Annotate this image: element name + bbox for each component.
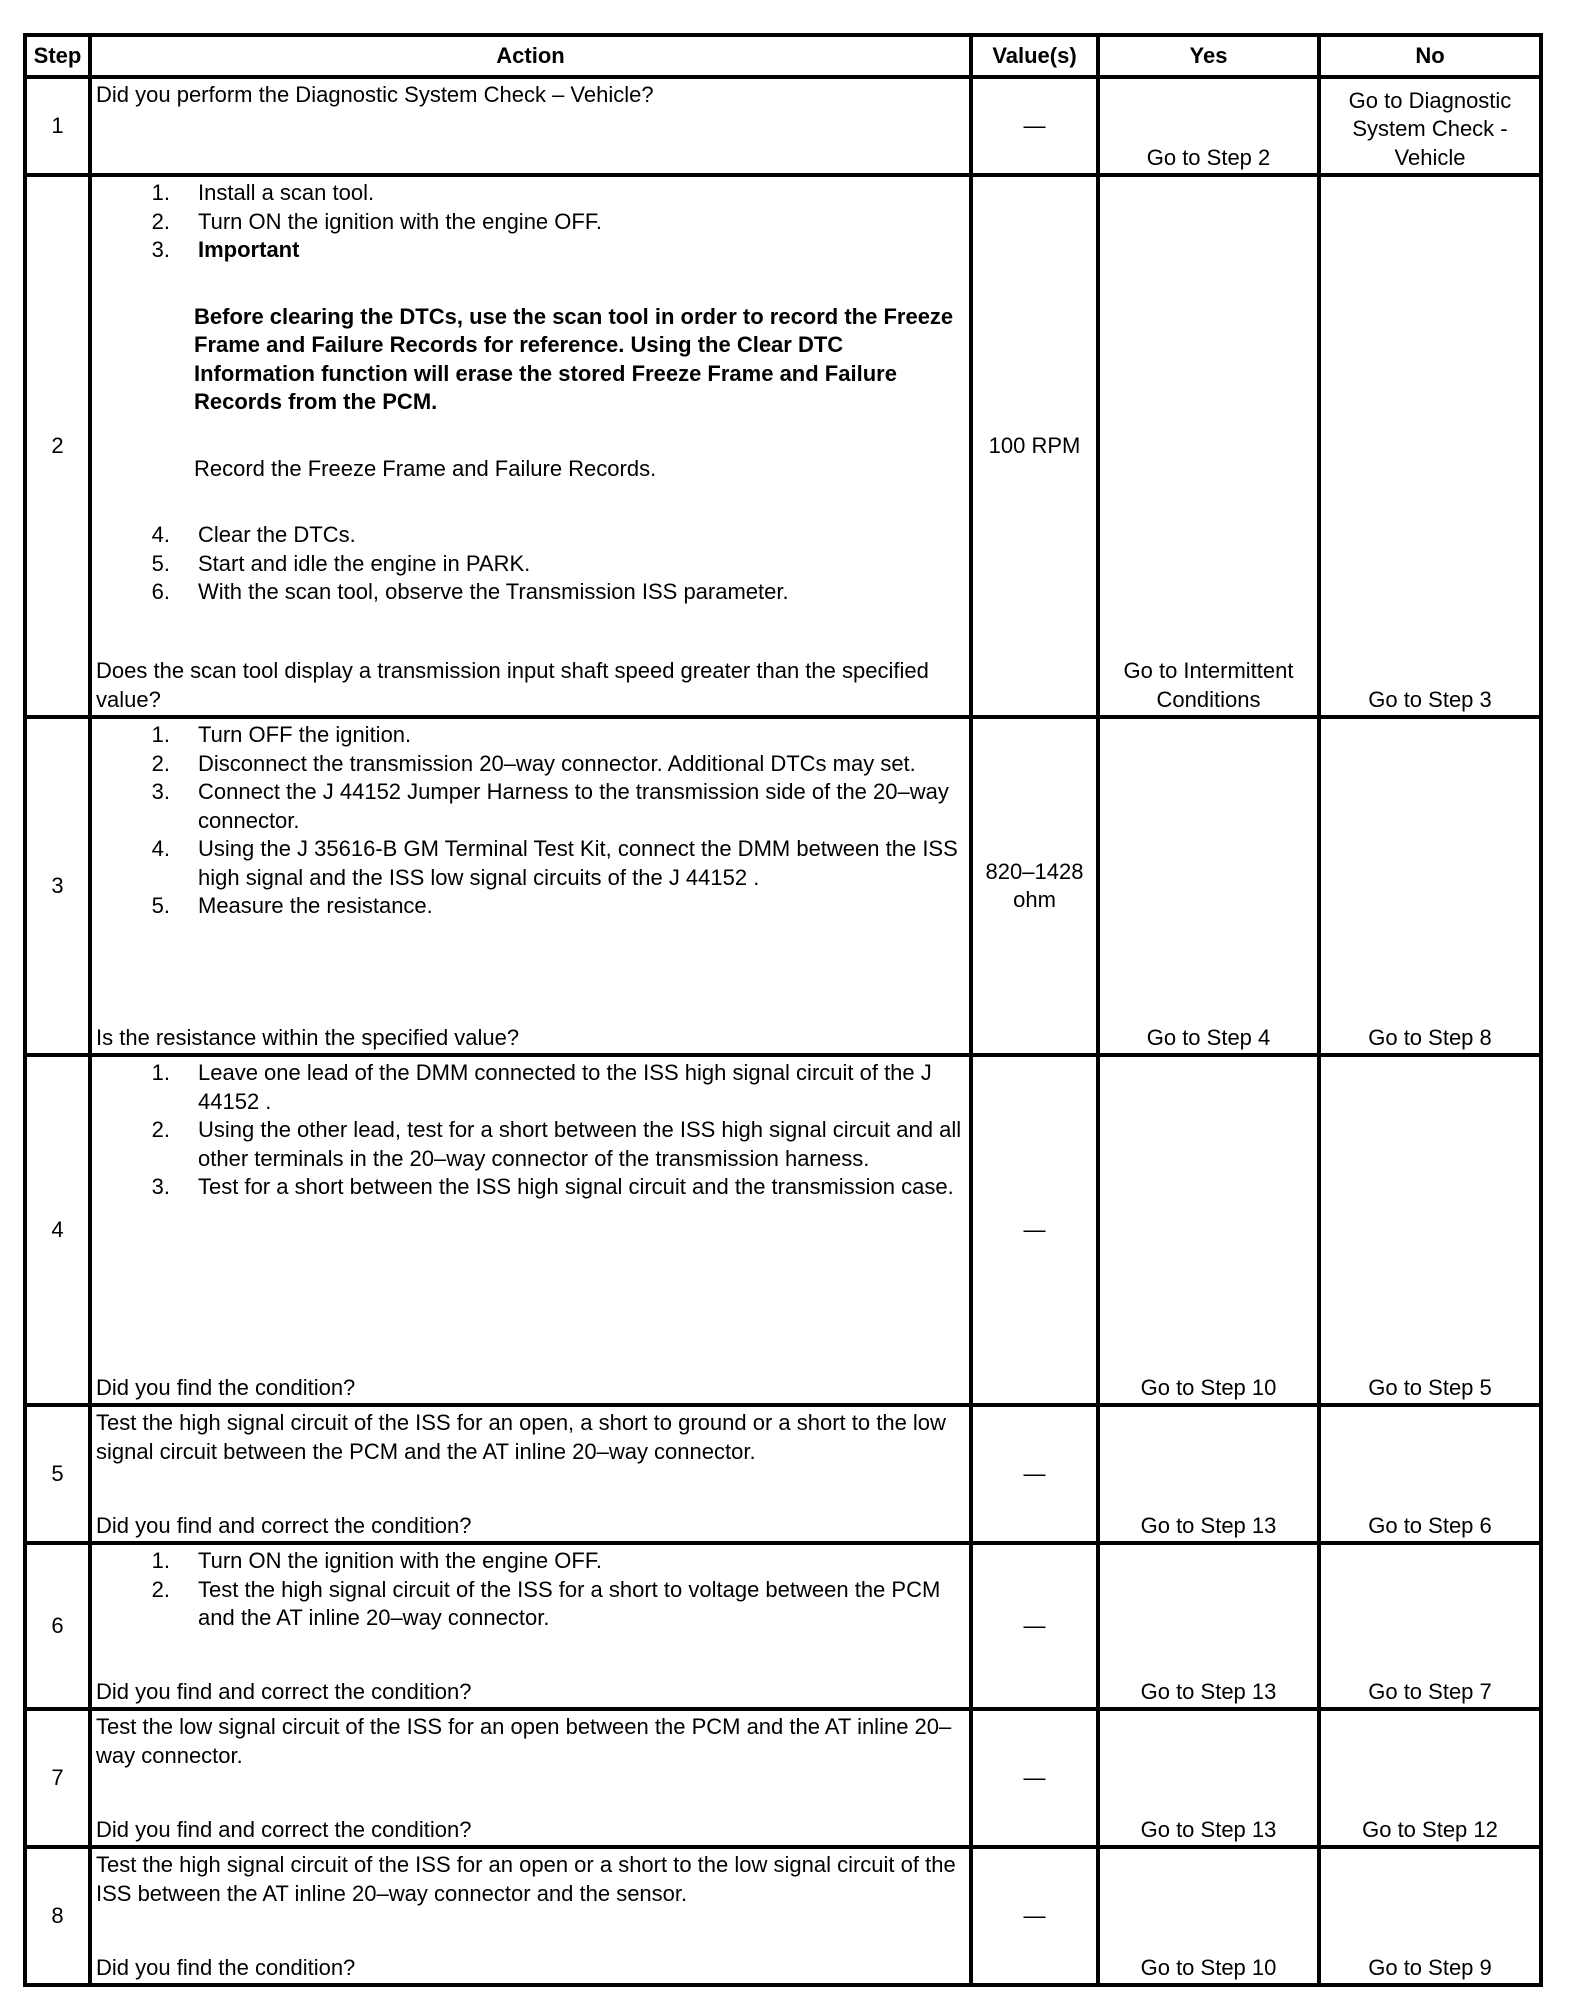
header-action: Action	[90, 35, 971, 77]
value-cell: 820–1428 ohm	[971, 717, 1098, 1055]
header-step: Step	[25, 35, 90, 77]
no-cell: Go to Step 6	[1319, 1405, 1541, 1543]
table-row	[25, 1709, 1541, 1847]
list-item: 5. Start and idle the engine in PARK.	[151, 550, 531, 576]
value-cell: 100 RPM	[971, 175, 1098, 717]
list-item: 1. Leave one lead of the DMM connected to the ISS high signal circuit of the J 44152 .	[151, 1060, 932, 1114]
table-row	[25, 1543, 1541, 1709]
yes-cell: Go to Step 4	[1098, 717, 1319, 1055]
question-text: Did you find and correct the condition?	[96, 1678, 472, 1704]
value-cell: —	[971, 77, 1098, 175]
value-cell: —	[971, 1847, 1098, 1985]
yes-cell: Go to Step 13	[1098, 1405, 1319, 1543]
procedure-list	[96, 521, 965, 607]
list-item: 2. Using the other lead, test for a short between the ISS high signal circuit and all other terminals in the 20–way connector of the transmission harness.	[151, 1117, 962, 1171]
step-number: 3	[25, 717, 90, 1055]
list-item: 1. Install a scan tool.	[151, 180, 375, 205]
yes-cell: Go to Step 10	[1098, 1847, 1319, 1985]
step-number: 4	[25, 1055, 90, 1405]
no-cell: Go to Step 3	[1319, 175, 1541, 717]
question-text: Did you find and correct the condition?	[96, 1816, 472, 1842]
action-text: Test the high signal circuit of the ISS for an open or a short to the low signal circuit of the ISS between the AT inline 20–way connector and the sensor.	[96, 1852, 956, 1906]
procedure-list	[96, 1547, 965, 1633]
list-item: 3. Important	[96, 236, 965, 265]
diagnostic-table	[23, 33, 1543, 1987]
step-number: 2	[25, 175, 90, 717]
header-no: No	[1319, 35, 1541, 77]
question-text: Did you find the condition?	[96, 1954, 356, 1980]
question-text: Did you find the condition?	[96, 1374, 356, 1400]
question-text: Is the resistance within the specified value?	[96, 1024, 520, 1050]
list-item: 2. Turn ON the ignition with the engine OFF.	[151, 208, 602, 234]
table-row	[25, 77, 1541, 175]
important-note-block	[194, 303, 965, 484]
step-number: 6	[25, 1543, 90, 1709]
yes-cell: Go to Step 13	[1098, 1543, 1319, 1709]
action-text: Test the high signal circuit of the ISS for an open, a short to ground or a short to the low signal circuit between the PCM and the AT inline 20–way connector.	[96, 1410, 946, 1464]
procedure-list	[96, 179, 965, 265]
no-cell: Go to Step 12	[1319, 1709, 1541, 1847]
action-cell	[90, 1847, 971, 1985]
action-text: Did you perform the Diagnostic System Check – Vehicle?	[96, 82, 654, 107]
step-number: 1	[25, 77, 90, 175]
record-note: Record the Freeze Frame and Failure Records.	[194, 455, 657, 481]
list-item: 3. Test for a short between the ISS high signal circuit and the transmission case.	[151, 1174, 954, 1199]
yes-cell: Go to Intermittent Conditions	[1098, 175, 1319, 717]
table-row	[25, 1055, 1541, 1405]
list-item: 1. Turn OFF the ignition.	[151, 722, 412, 747]
no-cell: Go to Step 5	[1319, 1055, 1541, 1405]
header-values: Value(s)	[971, 35, 1098, 77]
procedure-list	[96, 1059, 965, 1202]
table-row	[25, 1847, 1541, 1985]
action-cell	[90, 1405, 971, 1543]
yes-cell: Go to Step 2	[1098, 77, 1319, 175]
question-text: Did you find and correct the condition?	[96, 1512, 472, 1538]
value-cell: —	[971, 1055, 1098, 1405]
list-item: 1. Turn ON the ignition with the engine OFF.	[151, 1548, 602, 1573]
yes-cell: Go to Step 10	[1098, 1055, 1319, 1405]
list-item: 2. Test the high signal circuit of the ISS for a short to voltage between the PCM and the AT inline 20–way connector.	[151, 1576, 941, 1630]
action-cell	[90, 1709, 971, 1847]
step-number: 5	[25, 1405, 90, 1543]
list-item: 4. Clear the DTCs.	[151, 522, 356, 547]
no-cell: Go to Step 7	[1319, 1543, 1541, 1709]
list-item: 3. Connect the J 44152 Jumper Harness to the transmission side of the 20–way connector.	[151, 779, 949, 833]
question-text: Does the scan tool display a transmission input shaft speed greater than the specified value?	[96, 658, 929, 712]
table-row	[25, 717, 1541, 1055]
important-label: Important	[198, 237, 300, 262]
header-row	[25, 35, 1541, 77]
list-item: 5. Measure the resistance.	[151, 893, 433, 918]
action-cell	[90, 77, 971, 175]
procedure-list	[96, 721, 965, 921]
no-cell: Go to Step 8	[1319, 717, 1541, 1055]
action-cell	[90, 1543, 971, 1709]
no-cell: Go to Step 9	[1319, 1847, 1541, 1985]
value-cell: —	[971, 1543, 1098, 1709]
table-row	[25, 175, 1541, 717]
table-row	[25, 1405, 1541, 1543]
step-number: 8	[25, 1847, 90, 1985]
value-cell: —	[971, 1709, 1098, 1847]
list-item: 6. With the scan tool, observe the Transmission ISS parameter.	[151, 579, 789, 604]
action-cell	[90, 175, 971, 717]
header-yes: Yes	[1098, 35, 1319, 77]
action-cell	[90, 717, 971, 1055]
action-cell	[90, 1055, 971, 1405]
no-cell: Go to Diagnostic System Check - Vehicle	[1319, 77, 1541, 175]
value-cell: —	[971, 1405, 1098, 1543]
step-number: 7	[25, 1709, 90, 1847]
yes-cell: Go to Step 13	[1098, 1709, 1319, 1847]
action-text: Test the low signal circuit of the ISS for an open between the PCM and the AT inline 20–way connector.	[96, 1714, 952, 1768]
list-item: 2. Disconnect the transmission 20–way connector. Additional DTCs may set.	[151, 750, 916, 776]
important-note: Before clearing the DTCs, use the scan tool in order to record the Freeze Frame and Failure Records for reference. Using the Clear DTC Information function will erase the stored Freeze Frame and Failure Records from the PCM.	[194, 303, 954, 414]
list-item: 4. Using the J 35616-B GM Terminal Test Kit, connect the DMM between the ISS high signal and the ISS low signal circuits of the J 44152 .	[151, 836, 958, 890]
